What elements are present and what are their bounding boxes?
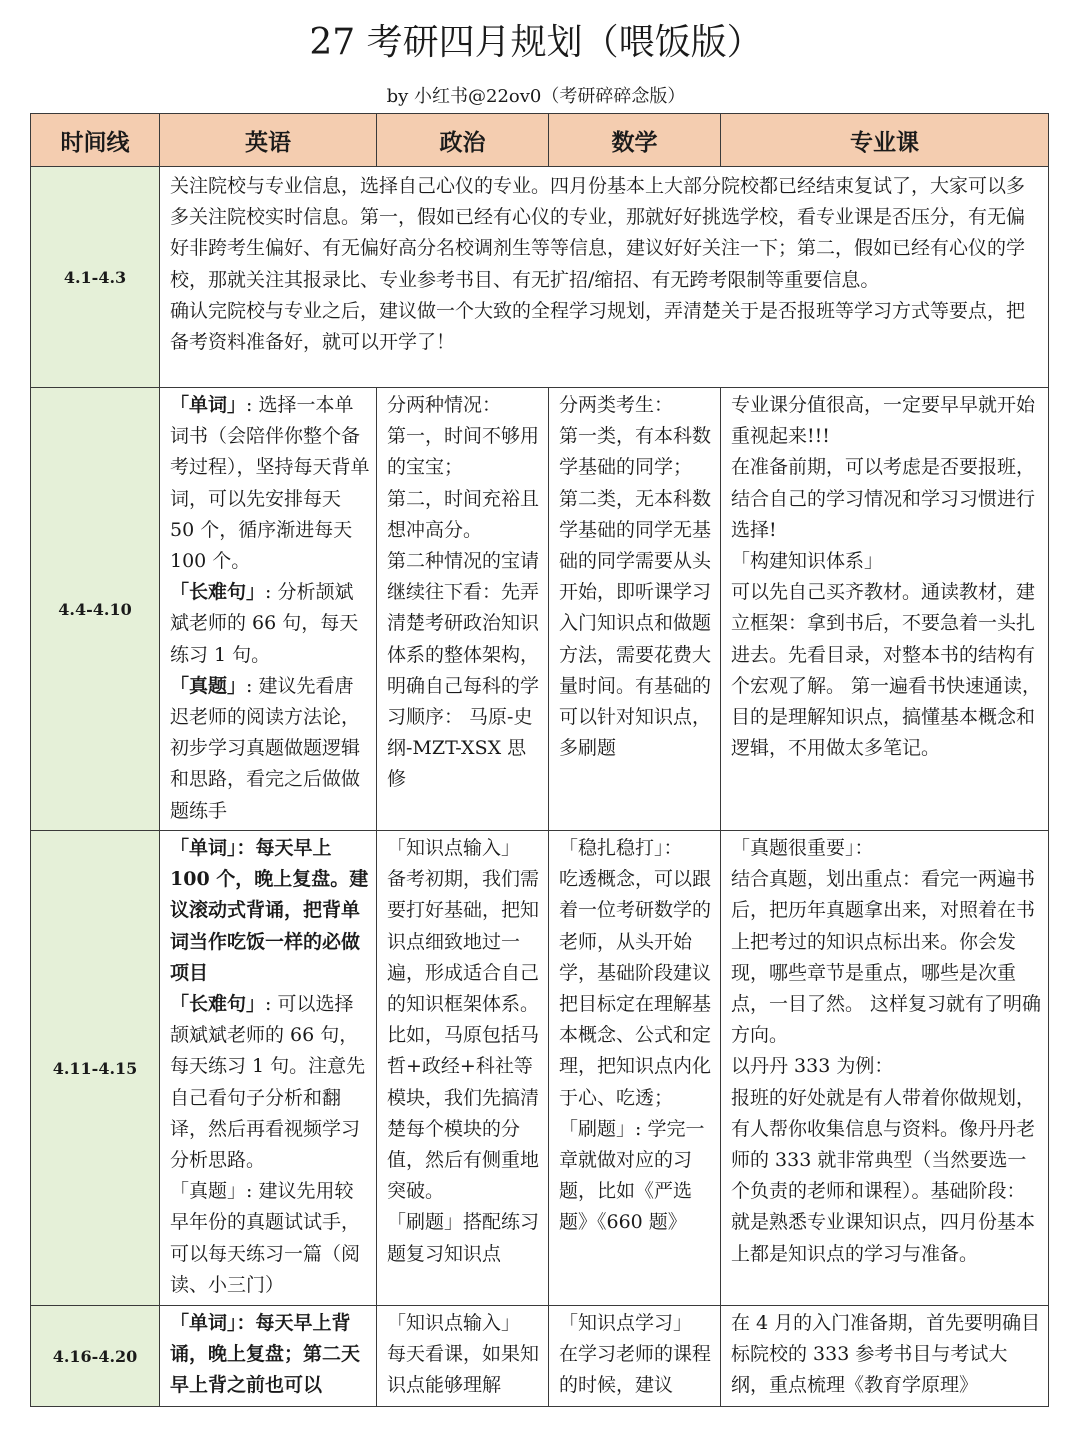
paragraph: 结合真题，划出重点：看完一两遍书后，把历年真题拿出来，对照着在书上把考过的知识点标出来。你会发现，哪些章节是重点，哪些是次重点，一目了然。 这样复习就有了明确方向。 (731, 868, 1042, 1047)
paragraph: 「知识点输入」 (387, 1312, 521, 1334)
paragraph: 「知识点输入」 (387, 837, 521, 859)
paragraph: 吃透概念，可以跟着一位考研数学的老师，从头开始学，基础阶段建议把目标定在理解基本概念、公式和定理，把知识点内化于心、吃透； (559, 868, 712, 1109)
math-cell (549, 831, 721, 1306)
header-major: 专业课 (721, 114, 1049, 167)
paragraph: 第二种情况的宝请继续往下看：先弄清楚考研政治知识体系的整体架构，明确自己每科的学习顺序： 马原-史纲-MZT-XSX 思修 (387, 550, 540, 791)
item-text: : 选择一本单词书（会陪伴你整个备考过程），坚持每天背单词，可以先安排每天 50 个，循序渐进每天 100 个。 (170, 394, 370, 573)
paragraph: 「真题很重要」： (731, 837, 874, 859)
math-cell (549, 1306, 721, 1407)
paragraph: 第二类，无本科数学基础的同学无基础的同学需要从头开始，即听课学习入门知识点和做题方法，需要花费大量时间。有基础的可以针对知识点，多刷题 (559, 487, 712, 760)
english-item (170, 671, 370, 827)
paragraph: 报班的好处就是有人带着你做规划，有人帮你收集信息与资料。像丹丹老师的 333 就非常典型（当然要选一个负责的老师和课程）。基础阶段：就是熟悉专业课知识点，四月份基本上都是知识点的学习与准备。 (731, 1086, 1036, 1265)
politics-cell (377, 831, 549, 1306)
math-cell (549, 388, 721, 831)
paragraph: 在 4 月的入门准备期，首先要明确目标院校的 333 参考书目与考试大纲，重点梳理《教育学原理》 (731, 1312, 1041, 1397)
item-text: ：每天早上背诵，晚上复盘；第二天早上背之前也可以 (170, 1312, 361, 1397)
english-item (170, 989, 370, 1176)
merged-cell (160, 167, 1049, 388)
paragraph: 备考初期，我们需要打好基础，把知识点细致地过一遍，形成适合自己的知识框架体系。比如，马原包括马哲+政经+科社等模块，我们先搞清楚每个模块的分值，然后有侧重地突破。 (387, 868, 540, 1203)
header-math: 数学 (549, 114, 721, 167)
politics-cell (377, 1306, 549, 1407)
page-subtitle: by 小红书@22ov0（考研碎碎念版） (386, 86, 686, 107)
header-english: 英语 (160, 114, 377, 167)
timeline-cell: 4.16-4.20 (31, 1306, 160, 1407)
timeline-cell: 4.4-4.10 (31, 388, 160, 831)
paragraph: 确认完院校与专业之后，建议做一个大致的全程学习规划，弄清楚关于是否报班等学习方式等要点，把备考资料准备好，就可以开学了！ (170, 299, 1026, 354)
paragraph: 以丹丹 333 为例： (731, 1055, 894, 1078)
item-label: 「长难句」 (170, 581, 266, 604)
paragraph: 第一类，有本科数学基础的同学； (559, 425, 712, 479)
paragraph: 关注院校与专业信息，选择自己心仪的专业。四月份基本上大部分院校都已经结束复试了，大家可以多多关注院校实时信息。第一，假如已经有心仪的专业，那就好好挑选学校，看专业课是否压分，有无偏好非跨考生偏好、有无偏好高分名校调剂生等等信息，建议好好关注一下；第二，假如已经有心仪的学校，那就关注其报录比、专业参考书目、有无扩招/缩招、有无跨考限制等重要信息。 (170, 175, 1026, 291)
item-text: ：每天早上 100 个，晚上复盘。建议滚动式背诵，把背单词当作吃饭一样的必做项目 (170, 837, 369, 984)
paragraph: 可以先自己买齐教材。通读教材，建立框架：拿到书后，不要急着一头扎进去。先看目录，对整本书的结构有个宏观了解。 第一遍看书快速通读，目的是理解知识点，搞懂基本概念和逻辑，不用做太多笔记。 (731, 581, 1042, 760)
paragraph: 专业课分值很高，一定要早早就开始重视起来!!! (731, 394, 1036, 448)
timeline-cell: 4.11-4.15 (31, 831, 160, 1306)
major-cell (721, 1306, 1049, 1407)
paragraph: 「构建知识体系」 (731, 550, 884, 573)
paragraph: 第二，时间充裕且想冲高分。 (387, 487, 540, 541)
english-cell (160, 388, 377, 831)
paragraph: 第一，时间不够用的宝宝； (387, 425, 540, 479)
timeline-cell: 4.1-4.3 (31, 167, 160, 388)
item-text: : 分析颉斌斌老师的 66 句，每天练习 1 句。 (170, 581, 359, 666)
item-text: : 建议先看唐迟老师的阅读方法论，初步学习真题做题逻辑和思路，看完之后做做题练手 (170, 674, 361, 822)
table-row (31, 388, 1049, 831)
header-timeline: 时间线 (31, 114, 160, 167)
item-label: 「真题」 (170, 674, 247, 697)
table-row (31, 1306, 1049, 1407)
paragraph: 「稳扎稳打」： (559, 837, 683, 859)
item-label: 「单词」 (170, 1312, 237, 1334)
english-cell (160, 1306, 377, 1407)
item-label: 「单词」 (170, 394, 247, 416)
item-label: 「长难句」 (170, 993, 266, 1016)
plan-table (30, 113, 1049, 1407)
paragraph: 「知识点学习」 (559, 1312, 693, 1334)
paragraph: 每天看课，如果知识点能够理解 (387, 1343, 540, 1397)
table-row (31, 831, 1049, 1306)
paragraph: 分两种情况： (387, 394, 502, 416)
english-item (170, 833, 370, 989)
item-label: 「真题」 (170, 1180, 247, 1203)
politics-cell (377, 388, 549, 831)
english-item (170, 1176, 370, 1301)
item-label: 「单词」 (170, 837, 237, 859)
table-row (31, 167, 1049, 388)
major-cell (721, 388, 1049, 831)
english-cell (160, 831, 377, 1306)
major-cell (721, 831, 1049, 1306)
paragraph: 「刷题」: 学完一章就做对应的习题，比如《严选题》《660 题》 (559, 1117, 705, 1234)
item-text: : 建议先用较早年份的真题试试手，可以每天练习一篇（阅读、小三门） (170, 1180, 361, 1296)
paragraph: 在学习老师的课程的时候，建议 (559, 1343, 712, 1397)
paragraph: 分两类考生： (559, 394, 674, 416)
english-item (170, 390, 370, 577)
paragraph: 在准备前期，可以考虑是否要报班，结合自己的学习情况和学习习惯进行选择! (731, 456, 1036, 541)
header-politics: 政治 (377, 114, 549, 167)
item-text: : 可以选择颉斌斌老师的 66 句，每天练习 1 句。注意先自己看句子分析和翻译，然后再看视频学习分析思路。 (170, 993, 366, 1172)
english-item (170, 577, 370, 671)
page-title: 27 考研四月规划（喂饭版） (309, 22, 763, 63)
paragraph: 「刷题」搭配练习题复习知识点 (387, 1211, 540, 1265)
english-item (170, 1308, 370, 1402)
header-row (31, 114, 1049, 167)
